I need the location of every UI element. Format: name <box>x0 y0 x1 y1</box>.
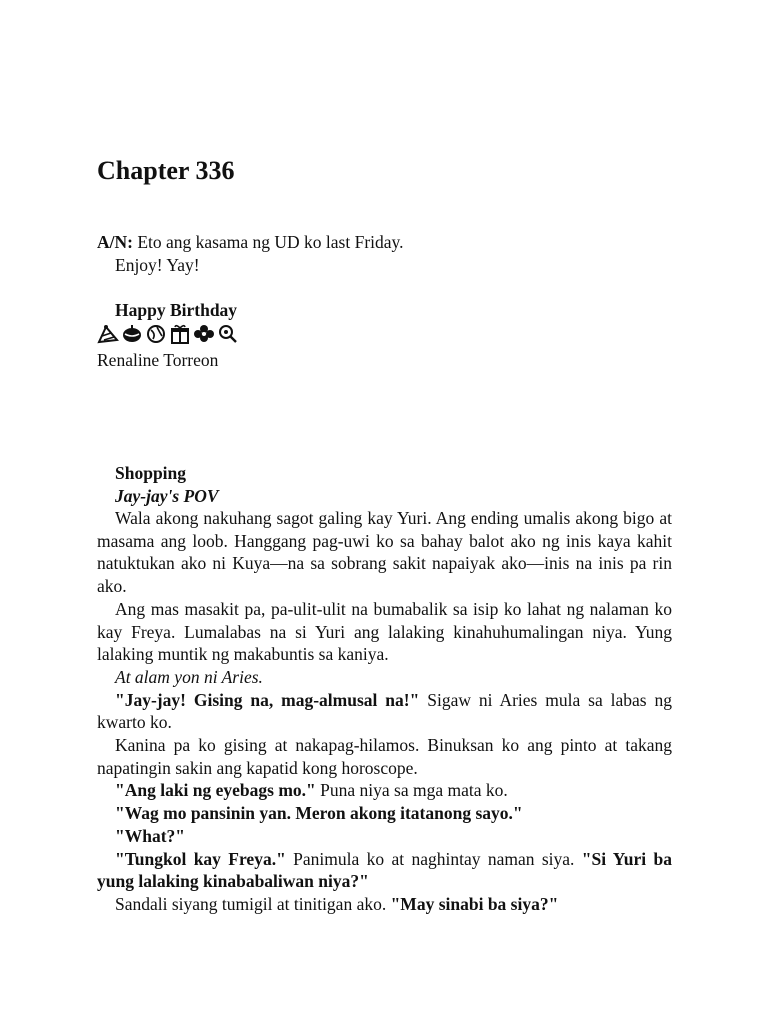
section-pov: Jay-jay's POV <box>115 486 219 506</box>
author-note-line <box>97 231 672 254</box>
dialogue-line: "Ang laki ng eyebags mo." <box>115 780 316 801</box>
dialogue-line: "Si Yuri ba yung lalaking kinababaliwan niya?" <box>97 848 673 892</box>
story-paragraph-7 <box>97 802 672 825</box>
gift-icon <box>169 324 191 344</box>
narration-text: Puna niya sa mga mata ko. <box>315 780 508 801</box>
greeting-heading: Happy Birthday <box>115 300 238 320</box>
story-paragraph-4 <box>97 689 672 734</box>
section-title: Shopping <box>115 463 187 483</box>
story-paragraph-10 <box>97 893 672 916</box>
birthday-name: Renaline Torreon <box>97 350 219 370</box>
dialogue-line: "Wag mo pansinin yan. Meron akong itatanong sayo." <box>115 803 523 824</box>
candy-icon <box>217 324 239 344</box>
story-paragraph-2: Ang mas masakit pa, pa-ulit-ulit na bumabalik sa isip ko lahat ng nalaman ko kay Freya. Lumalabas na si Yuri ang lalaking kinahuhumalingan niya. Yung lalaking muntik ng makabuntis sa kaniya. <box>97 598 672 665</box>
story-paragraph-3: At alam yon ni Aries. <box>115 666 263 687</box>
author-note <box>97 231 672 276</box>
story-paragraph-8 <box>97 825 672 848</box>
author-note-label: A/N: <box>97 232 133 252</box>
dialogue-line: "Tungkol kay Freya." <box>115 848 286 869</box>
cake-icon <box>121 324 143 344</box>
story-paragraph-9 <box>97 848 672 893</box>
story-paragraph-6 <box>97 779 672 802</box>
birthday-icon-row <box>97 324 239 344</box>
dialogue-line: "May sinabi ba siya?" <box>390 893 559 914</box>
author-note-line-2: Enjoy! Yay! <box>115 254 200 275</box>
story-paragraph-1: Wala akong nakuhang sagot galing kay Yuri. Ang ending umalis akong bigo at masama ang loob. Hanggang pag-uwi ko sa bahay balot ako ng inis kaya kahit natuktukan ako ni Kuya—na sa sobrang sakit napaiyak ako—inis na inis pa rin ako. <box>97 508 672 597</box>
narration-text: Sigaw ni Aries mula sa labas ng kwarto ko. <box>97 689 673 733</box>
dialogue-line: "What?" <box>115 825 185 846</box>
flower-icon <box>193 324 215 344</box>
narration-text: Panimula ko at naghintay naman siya. <box>285 848 582 869</box>
story-body <box>97 507 672 916</box>
party-hat-icon <box>97 324 119 344</box>
balloon-icon <box>145 324 167 344</box>
chapter-title: Chapter 336 <box>97 156 235 185</box>
story-paragraph-5: Kanina pa ko gising at nakapag-hilamos. Binuksan ko ang pinto at takang napatingin sakin ang kapatid kong horoscope. <box>97 735 672 778</box>
dialogue-line: "Jay-jay! Gising na, mag-almusal na!" <box>115 689 420 710</box>
author-note-text: Eto ang kasama ng UD ko last Friday. <box>132 232 404 252</box>
narration-text: Sandali siyang tumigil at tinitigan ako. <box>115 893 391 914</box>
